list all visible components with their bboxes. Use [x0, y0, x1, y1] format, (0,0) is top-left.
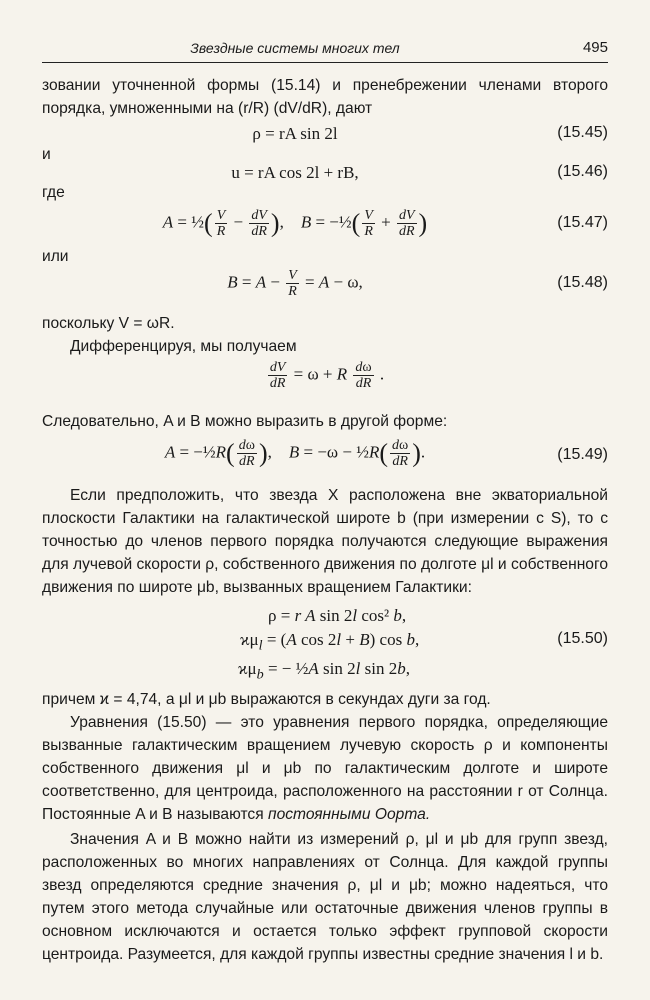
paragraph-differentiating: Дифференцируя, мы получаем	[70, 338, 297, 355]
paragraph-values: Значения A и B можно найти из измерений ρ, μl и μb для групп звезд, расположенных во многих направлениях от Солнца. Для каждой группы звезд определяются средние значения ρ, μl и μb; можно надеяться, что путем этого метода случайные или остаточные движения членов группы в основном исключаются и остается только эффект групповой скорости центроида. Разумеется, для каждой группы известны средние значения l и b.	[42, 831, 608, 963]
equation-derivative	[42, 360, 608, 396]
word-or: или	[42, 248, 69, 265]
paragraph-equations-text: Уравнения (15.50) — это уравнения первого порядка, определяющие вызванные галактическим вращением лучевую скорость ρ и компоненты собственного движения μl и μb по галактическим долготе и широте соответственно, для центроида, расположенного на расстоянии r от Солнца. Постоянные A и B называются	[42, 714, 608, 823]
equation-number: (15.47)	[557, 214, 608, 231]
equation-body: u = rA cos 2l + rB,	[231, 163, 359, 182]
equation-body: ρ = r A sin 2l cos² b, $ϰ\mu_l = (A$ cos 2l + B) cos b, $ϰ\mu_b$ = − ½A sin 2l sin 2b,	[238, 606, 420, 683]
equation-15-45	[42, 124, 608, 150]
equation-number: (15.45)	[557, 124, 608, 141]
equation-body: B = A − $\frac{V}{R}$ = A − ω,	[227, 268, 363, 299]
equation-body: A = ½( $\frac{V}{R}$ − $\frac{dV}{dR}$ ), B = −½( $\frac{V}{R}$ + $\frac{dV}{dR}$ )	[162, 208, 428, 239]
paragraph-since: поскольку V = ωR.	[42, 315, 175, 332]
equation-15-48	[42, 266, 608, 302]
page-number: 495	[582, 39, 608, 56]
page-header	[42, 38, 608, 63]
equation-15-49	[42, 438, 608, 474]
equation-15-47	[42, 206, 608, 242]
equation-number: (15.49)	[557, 446, 608, 463]
equation-number: (15.46)	[557, 163, 608, 180]
word-where: где	[42, 184, 65, 201]
equation-body: A = −½R( $\frac{d\omega}{dR}$ ), B = −ω − ½R( $\frac{d\omega}{dR}$ ).	[164, 438, 426, 469]
equation-15-46	[42, 163, 608, 189]
running-title: Звездные системы многих тел	[190, 40, 400, 56]
paragraph-star: Если предположить, что звезда X расположена вне экваториальной плоскости Галактики на галактической широте b (при измерении с S), то с точностью до членов первого порядка получаются следующие выражения для лучевой скорости ρ, собственного движения по долготе μl и собственного движения по широте μb, вызванных вращением Галактики:	[42, 487, 608, 596]
equation-number: (15.50)	[557, 630, 608, 647]
paragraph-therefore: Следовательно, A и B можно выразить в другой форме:	[42, 413, 448, 430]
paragraph-kappa: причем ϰ = 4,74, а μl и μb выражаются в секундах дуги за год.	[42, 691, 491, 708]
equation-body: ρ = rA sin 2l	[252, 124, 338, 143]
oort-constants-term: постоянными Оорта.	[268, 806, 431, 823]
paragraph-intro: зовании уточненной формы (15.14) и пренебрежении членами второго порядка, умноженными на (r/R) (dV/dR), дают	[42, 77, 608, 117]
paragraph-equations	[42, 711, 608, 826]
equation-15-50	[42, 604, 608, 683]
word-and: и	[42, 146, 51, 163]
equation-body: $\frac{dV}{dR}$ = ω + R $\frac{d\omega}{dR}$ .	[269, 360, 385, 391]
equation-number: (15.48)	[557, 274, 608, 291]
